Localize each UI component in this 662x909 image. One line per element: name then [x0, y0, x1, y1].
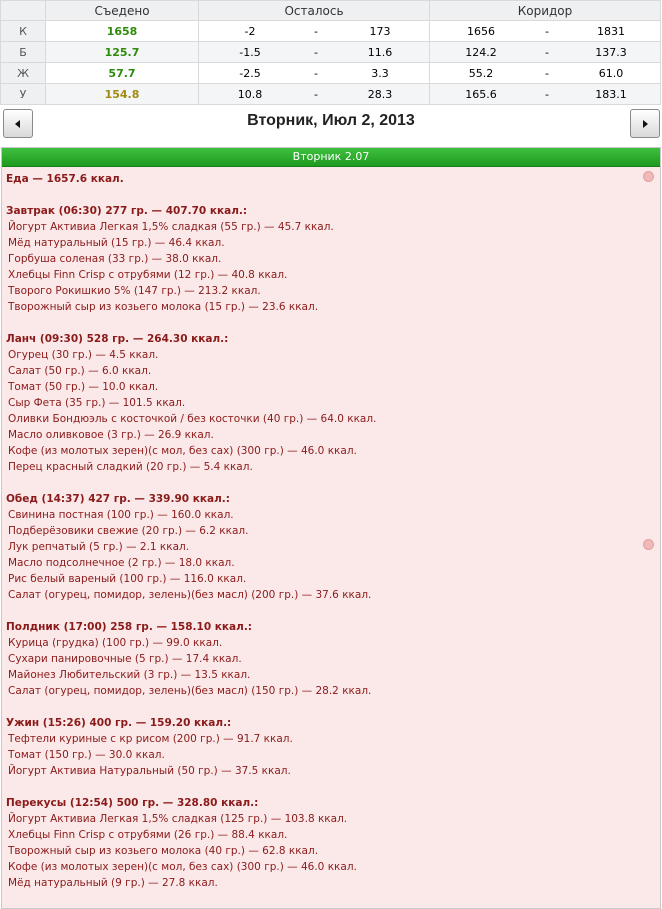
corridor-range — [430, 63, 661, 84]
eaten-value: 154.8 — [46, 84, 199, 105]
arrow-right-icon — [640, 119, 650, 129]
corridor-min: 1656 — [467, 24, 495, 38]
range-separator: - — [545, 24, 549, 38]
nutrient-label: У — [1, 84, 46, 105]
food-item[interactable]: Кофе (из молотых зерен)(с мол, без сах) (300 гр.) — 46.0 ккал. — [8, 445, 357, 457]
summary-row — [1, 63, 661, 84]
remaining-header: Осталось — [199, 1, 430, 21]
nutrient-label: Б — [1, 42, 46, 63]
meal-spacer — [6, 475, 660, 491]
food-item[interactable]: Томат (150 гр.) — 30.0 ккал. — [8, 749, 165, 761]
food-total: Еда — 1657.6 ккал. — [6, 173, 124, 185]
food-item[interactable]: Тефтели куриные с кр рисом (200 гр.) — 91.7 ккал. — [8, 733, 293, 745]
remaining-max: 11.6 — [367, 45, 393, 59]
meal-spacer — [6, 315, 660, 331]
food-item[interactable]: Подберёзовики свежие (20 гр.) — 6.2 ккал. — [8, 525, 249, 537]
remaining-range — [199, 21, 430, 42]
range-separator: - — [314, 66, 318, 80]
remaining-range — [199, 84, 430, 105]
food-item[interactable]: Оливки Бондюэль с косточкой / без косточки (40 гр.) — 64.0 ккал. — [8, 413, 377, 425]
range-separator: - — [314, 24, 318, 38]
food-log — [2, 167, 660, 891]
corridor-min: 55.2 — [468, 66, 494, 80]
food-item[interactable]: Майонез Любительский (3 гр.) — 13.5 ккал. — [8, 669, 251, 681]
food-item[interactable]: Хлебцы Finn Crisp с отрубями (26 гр.) — 88.4 ккал. — [8, 829, 288, 841]
remaining-max: 3.3 — [371, 66, 389, 80]
eaten-header: Съедено — [46, 1, 199, 21]
eaten-value: 1658 — [46, 21, 199, 42]
meal-title[interactable]: Перекусы (12:54) 500 гр. — 328.80 ккал.: — [6, 797, 259, 809]
food-item[interactable]: Сухари панировочные (5 гр.) — 17.4 ккал. — [8, 653, 242, 665]
food-item[interactable]: Сыр Фета (35 гр.) — 101.5 ккал. — [8, 397, 186, 409]
summary-row — [1, 84, 661, 105]
range-separator: - — [545, 87, 549, 101]
food-item[interactable]: Свинина постная (100 гр.) — 160.0 ккал. — [8, 509, 234, 521]
food-item[interactable]: Салат (огурец, помидор, зелень)(без масл) (150 гр.) — 28.2 ккал. — [8, 685, 372, 697]
summary-header-row — [1, 1, 661, 21]
date-navigation — [0, 104, 662, 144]
corridor-header: Коридор — [430, 1, 661, 21]
day-panel-header[interactable]: Вторник 2.07 — [2, 148, 660, 167]
next-day-button[interactable] — [630, 109, 660, 138]
meal-title[interactable]: Завтрак (06:30) 277 гр. — 407.70 ккал.: — [6, 205, 248, 217]
nutrient-label: Ж — [1, 63, 46, 84]
nutrient-label: К — [1, 21, 46, 42]
food-item[interactable]: Салат (50 гр.) — 6.0 ккал. — [8, 365, 152, 377]
corridor-max: 1831 — [597, 24, 625, 38]
nutrition-summary-table — [0, 0, 661, 105]
date-title: Вторник, Июл 2, 2013 — [247, 112, 415, 129]
food-item[interactable]: Перец красный сладкий (20 гр.) — 5.4 ккал. — [8, 461, 253, 473]
meal-spacer — [6, 603, 660, 619]
food-item[interactable]: Салат (огурец, помидор, зелень)(без масл) (200 гр.) — 37.6 ккал. — [8, 589, 372, 601]
food-item[interactable]: Хлебцы Finn Crisp с отрубями (12 гр.) — 40.8 ккал. — [8, 269, 288, 281]
food-item[interactable]: Кофе (из молотых зерен)(с мол, без сах) (300 гр.) — 46.0 ккал. — [8, 861, 357, 873]
range-separator: - — [314, 87, 318, 101]
food-item[interactable]: Мёд натуральный (15 гр.) — 46.4 ккал. — [8, 237, 225, 249]
day-panel — [1, 147, 661, 909]
corridor-range — [430, 84, 661, 105]
food-item[interactable]: Рис белый вареный (100 гр.) — 116.0 ккал. — [8, 573, 247, 585]
hand-icon[interactable] — [643, 539, 654, 550]
food-item[interactable]: Мёд натуральный (9 гр.) — 27.8 ккал. — [8, 877, 218, 889]
eaten-value: 125.7 — [46, 42, 199, 63]
remaining-max: 28.3 — [367, 87, 393, 101]
remaining-min: -2.5 — [239, 66, 261, 80]
food-item[interactable]: Йогурт Активиа Натуральный (50 гр.) — 37.5 ккал. — [8, 765, 291, 777]
corridor-min: 165.6 — [465, 87, 497, 101]
food-item[interactable]: Курица (грудка) (100 гр.) — 99.0 ккал. — [8, 637, 223, 649]
food-item[interactable]: Творожный сыр из козьего молока (40 гр.) — 62.8 ккал. — [8, 845, 319, 857]
food-item[interactable]: Масло оливковое (3 гр.) — 26.9 ккал. — [8, 429, 214, 441]
meal-title[interactable]: Обед (14:37) 427 гр. — 339.90 ккал.: — [6, 493, 230, 505]
food-item[interactable]: Томат (50 гр.) — 10.0 ккал. — [8, 381, 159, 393]
food-item[interactable]: Масло подсолнечное (2 гр.) — 18.0 ккал. — [8, 557, 235, 569]
range-separator: - — [545, 66, 549, 80]
food-item[interactable]: Творого Рокишкио 5% (147 гр.) — 213.2 ккал. — [8, 285, 261, 297]
remaining-range — [199, 42, 430, 63]
range-separator: - — [545, 45, 549, 59]
meal-title[interactable]: Ужин (15:26) 400 гр. — 159.20 ккал.: — [6, 717, 232, 729]
eaten-value: 57.7 — [46, 63, 199, 84]
food-item[interactable]: Творожный сыр из козьего молока (15 гр.) — 23.6 ккал. — [8, 301, 319, 313]
food-item[interactable]: Йогурт Активиа Легкая 1,5% сладкая (55 гр.) — 45.7 ккал. — [8, 221, 334, 233]
summary-row — [1, 42, 661, 63]
meal-spacer — [6, 779, 660, 795]
corridor-max: 61.0 — [598, 66, 624, 80]
corridor-max: 137.3 — [595, 45, 627, 59]
remaining-min: -1.5 — [239, 45, 261, 59]
food-item[interactable]: Горбуша соленая (33 гр.) — 38.0 ккал. — [8, 253, 222, 265]
meal-spacer — [6, 187, 660, 203]
summary-row — [1, 21, 661, 42]
range-separator: - — [314, 45, 318, 59]
meal-title[interactable]: Полдник (17:00) 258 гр. — 158.10 ккал.: — [6, 621, 253, 633]
remaining-max: 173 — [369, 24, 391, 38]
corridor-range — [430, 42, 661, 63]
food-item[interactable]: Йогурт Активиа Легкая 1,5% сладкая (125 гр.) — 103.8 ккал. — [8, 813, 348, 825]
corridor-range — [430, 21, 661, 42]
corridor-max: 183.1 — [595, 87, 627, 101]
remaining-min: -2 — [244, 24, 256, 38]
summary-corner-cell — [1, 1, 46, 21]
remaining-min: 10.8 — [237, 87, 263, 101]
remaining-range — [199, 63, 430, 84]
hand-icon[interactable] — [643, 171, 654, 182]
corridor-min: 124.2 — [465, 45, 497, 59]
meal-title[interactable]: Ланч (09:30) 528 гр. — 264.30 ккал.: — [6, 333, 229, 345]
food-item[interactable]: Огурец (30 гр.) — 4.5 ккал. — [8, 349, 159, 361]
food-item[interactable]: Лук репчатый (5 гр.) — 2.1 ккал. — [8, 541, 190, 553]
meal-spacer — [6, 699, 660, 715]
